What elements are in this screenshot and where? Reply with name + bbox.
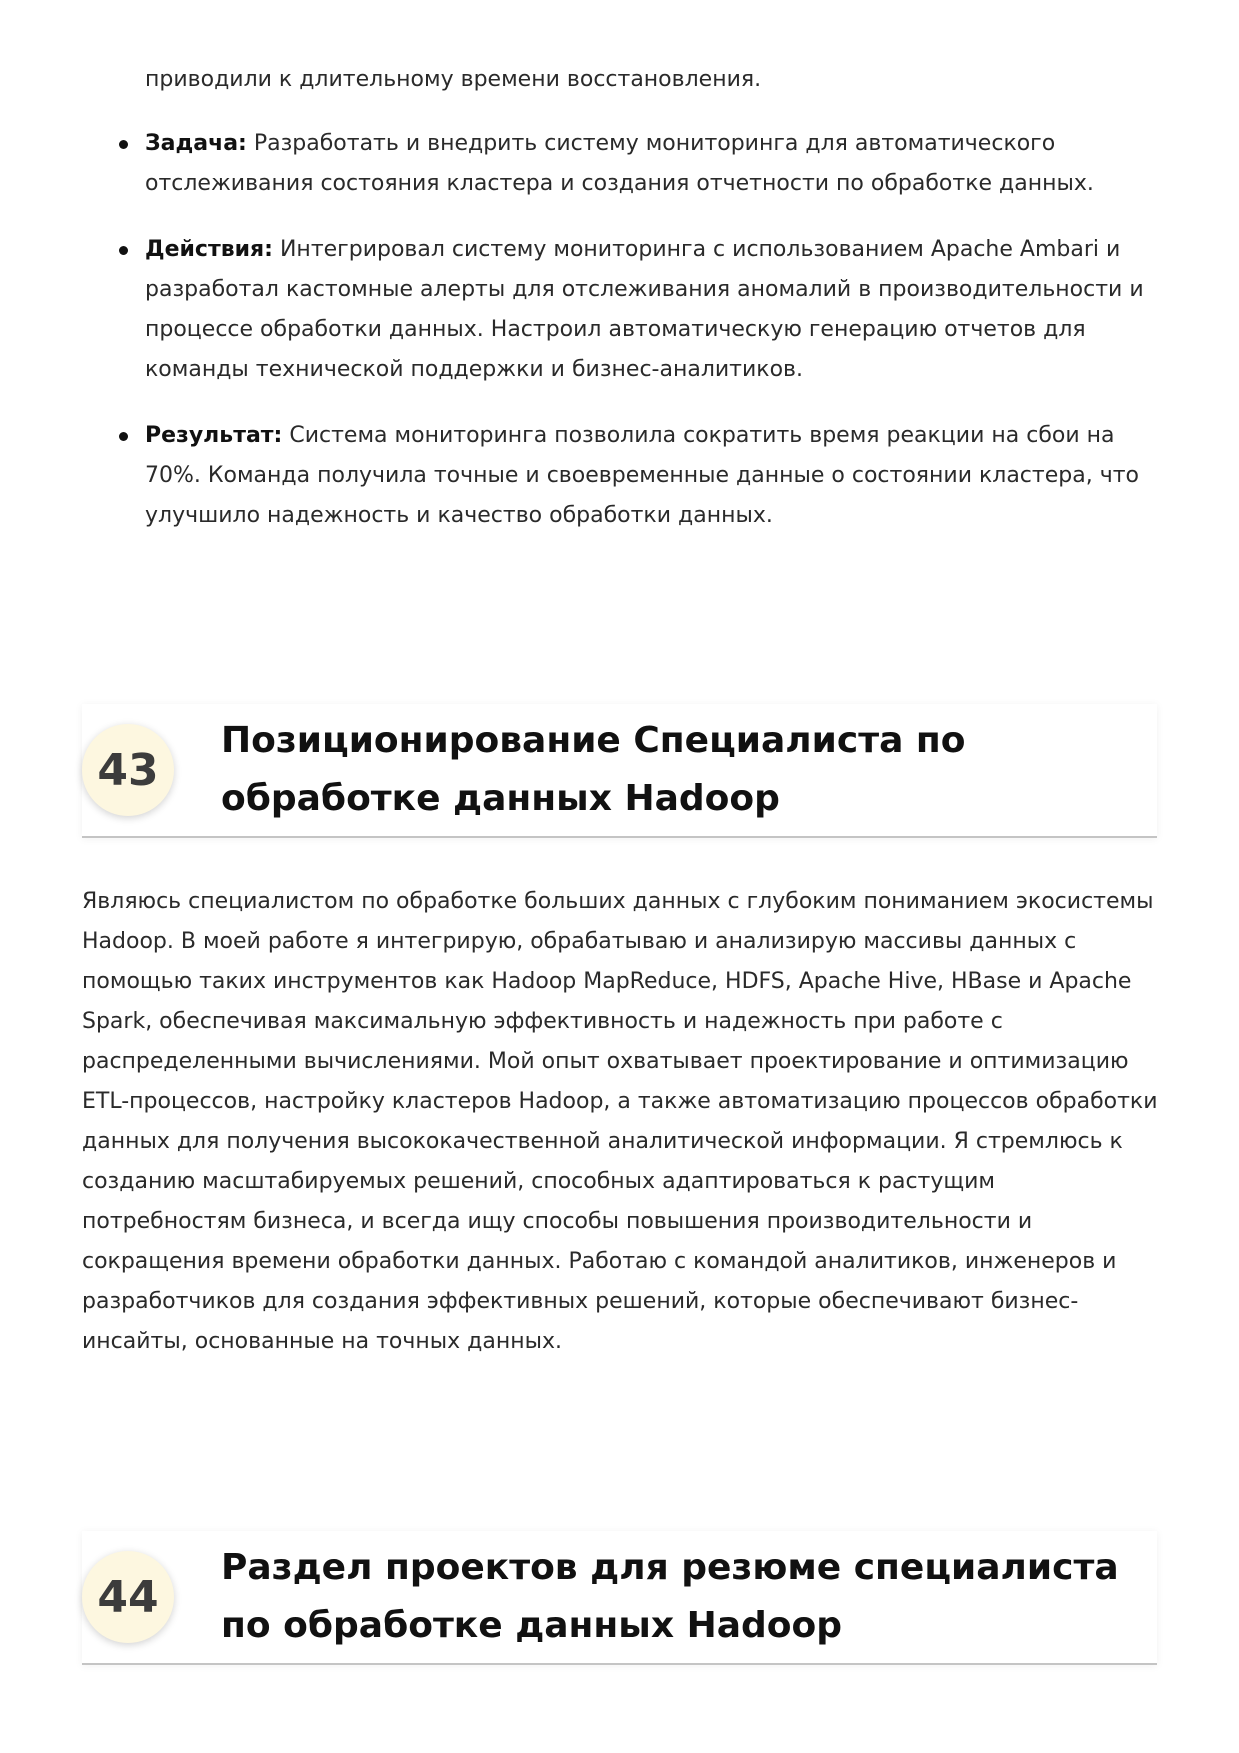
section-number-badge: 44 bbox=[82, 1551, 174, 1643]
section-43-body: Являюсь специалистом по обработке больших данных с глубоким пониманием экосистемы Hadoop. В моей работе я интегрирую, обрабатываю и анализирую массивы данных с помощью таких инструментов как Hadoop MapReduce, HDFS, Apache Hive, HBase и Apache Spark, обеспечивая максимальную эффективность и надежность при работе с распределенными вычислениями. Мой опыт охватывает проектирование и оптимизацию ETL-процессов, настройку кластеров Hadoop, а также автоматизацию процессов обработки данных для получения высококачественной аналитической информации. Я стремлюсь к созданию масштабируемых решений, способных адаптироваться к растущим потребностям бизнеса, и всегда ищу способы повышения производительности и сокращения времени обработки данных. Работаю с командой аналитиков, инженеров и разработчиков для создания эффективных решений, которые обеспечивают бизнес-инсайты, основанные на точных данных. bbox=[82, 889, 1158, 1354]
star-item-result bbox=[145, 416, 1165, 536]
section-title: Позиционирование Специалиста по обработке данных Hadoop bbox=[221, 720, 966, 819]
section-title: Раздел проектов для резюме специалиста по обработке данных Hadoop bbox=[221, 1547, 1119, 1646]
star-list bbox=[145, 124, 1165, 562]
paragraph-continuation: приводили к длительному времени восстановления. bbox=[145, 67, 762, 92]
star-item-task bbox=[145, 124, 1165, 204]
section-header bbox=[82, 704, 1157, 838]
section-number-badge: 43 bbox=[82, 724, 174, 816]
section-header bbox=[82, 1531, 1157, 1665]
star-item-label: Действия: bbox=[145, 237, 273, 262]
star-item-label: Задача: bbox=[145, 131, 247, 156]
star-item-label: Результат: bbox=[145, 423, 283, 448]
section-44 bbox=[82, 1531, 1157, 1665]
section-43 bbox=[82, 704, 1157, 838]
star-item-actions bbox=[145, 230, 1165, 390]
star-item-text: Система мониторинга позволила сократить время реакции на сбои на 70%. Команда получила точные и своевременные данные о состоянии кластера, что улучшило надежность и качество обработки данных. bbox=[145, 423, 1139, 528]
star-item-text: Разработать и внедрить систему мониторинга для автоматического отслеживания состояния кластера и создания отчетности по обработке данных. bbox=[145, 131, 1094, 196]
star-item-text: Интегрировал систему мониторинга с использованием Apache Ambari и разработал кастомные алерты для отслеживания аномалий в производительности и процессе обработки данных. Настроил автоматическую генерацию отчетов для команды технической поддержки и бизнес-аналитиков. bbox=[145, 237, 1144, 382]
